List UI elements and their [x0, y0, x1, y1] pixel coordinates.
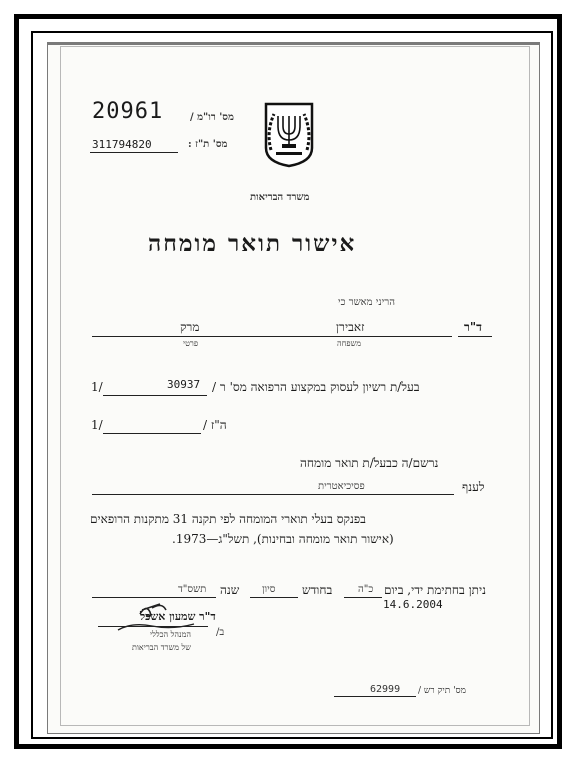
month-label: בחודש [302, 583, 333, 597]
hz-label: ה"ז / [203, 418, 227, 432]
regulation-line-1: בפנקס בעלי תוארי המומחה לפי תקנה 31 מתקנות הרופאים [90, 512, 366, 526]
given-label: ניתן בחתימת ידי, ביום [384, 583, 487, 597]
day-value: כ"ה [358, 584, 374, 595]
registered-line: נרשם/ה כבעל/ת תואר מומחה [300, 456, 439, 470]
ministry-name: משרד הבריאות [250, 192, 310, 203]
license-number: 20961 [92, 99, 164, 124]
license-line-text: בעל/ת רשיון לעסוק במקצוע הרפואה מס' ר / [212, 380, 420, 394]
file-value: 62999 [370, 684, 401, 695]
id-number-label: מס' ת"ז : [188, 139, 228, 150]
month-value: סיון [262, 584, 276, 595]
year-label: שנה [220, 583, 240, 597]
license-number-label: מס' רו"מ / [190, 112, 234, 123]
surname-caption: משפחה [337, 339, 361, 348]
field-label: לענף [462, 480, 485, 494]
signer-name: ד"ר שמעון אשכל [140, 610, 216, 623]
id-number: 311794820 [92, 138, 152, 151]
year-underline [92, 597, 216, 598]
first-name-caption: פרטי [183, 339, 199, 348]
gregorian-date: 14.6.2004 [383, 598, 443, 611]
id-number-underline [90, 152, 178, 153]
regulation-line-2: (אישור תואר מומחה ובחינות), תשל"ג—1973. [172, 532, 394, 546]
intro-text: הריני מאשר כי [338, 297, 395, 308]
day-underline [344, 597, 382, 598]
name-underline-right [458, 336, 492, 337]
license-suffix-1: 1/ [91, 380, 103, 394]
dr-prefix: ד"ר [464, 320, 482, 334]
signer-b-prefix: ב/ [216, 627, 225, 638]
month-underline [250, 597, 298, 598]
signer-role: המנהל הכללי [150, 630, 191, 639]
file-label: מס' תיק רש / [418, 686, 467, 696]
surname-value: זאבירן [336, 320, 365, 334]
license-suffix-2: 1/ [91, 418, 103, 432]
state-emblem-icon [262, 102, 316, 168]
signature-underline [98, 626, 208, 627]
license-value-underline [103, 395, 207, 396]
license-value: 30937 [167, 378, 201, 391]
year-value: תשס"ד [178, 584, 207, 595]
first-name-value: מרק [180, 320, 200, 334]
hz-underline [103, 433, 201, 434]
field-value: פסיכיאטרית [318, 481, 365, 492]
signer-org: של משרד הבריאות [132, 643, 191, 652]
name-underline [92, 336, 452, 337]
file-underline [334, 696, 416, 697]
field-underline [92, 494, 454, 495]
document-title: אישור תואר מומחה [148, 230, 357, 257]
